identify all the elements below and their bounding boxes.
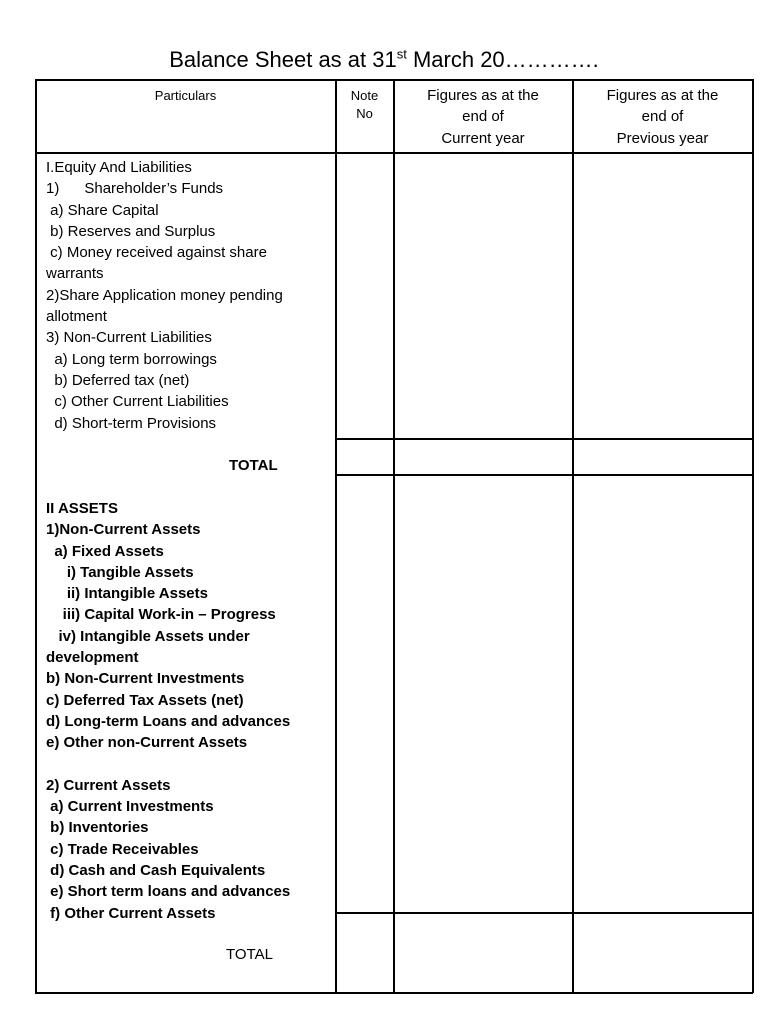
header-previous-year: Figures as at the end of Previous year	[606, 87, 719, 147]
list-item: allotment	[46, 308, 107, 326]
list-item: 1) Shareholder’s Funds	[46, 180, 224, 198]
list-item: iii) Capital Work-in – Progress	[46, 606, 276, 624]
col-divider-current	[393, 79, 395, 993]
total-1-bottom-line	[335, 474, 753, 476]
list-item: d) Long-term Loans and advances	[46, 712, 291, 730]
list-item: b) Inventories	[46, 819, 149, 837]
list-item	[46, 754, 290, 775]
total-1-label: TOTAL	[229, 457, 278, 474]
table-border-right	[752, 79, 754, 993]
list-item: warrants	[46, 265, 104, 283]
list-item: II ASSETS	[46, 500, 118, 517]
list-item: 2) Current Assets	[46, 776, 171, 794]
list-item: iv) Intangible Assets under	[46, 627, 250, 645]
title-superscript: st	[396, 46, 407, 62]
list-item: i) Tangible Assets	[46, 563, 194, 581]
list-item: c) Other Current Liabilities	[46, 393, 229, 411]
total-1-top-line	[335, 438, 753, 440]
list-item: a) Share Capital	[46, 201, 159, 219]
total-2-top-line	[335, 912, 753, 914]
list-item: d) Short-term Provisions	[46, 414, 217, 432]
table-border-left	[35, 79, 37, 993]
list-item: c) Trade Receivables	[46, 840, 199, 858]
list-item: a) Long term borrowings	[46, 350, 217, 368]
list-item: b) Non-Current Investments	[46, 670, 245, 688]
list-item: I.Equity And Liabilities	[46, 159, 192, 176]
list-item: a) Current Investments	[46, 798, 214, 816]
total-2-label: TOTAL	[226, 946, 273, 963]
list-item: a) Fixed Assets	[46, 542, 164, 560]
list-item: f) Other Current Assets	[46, 904, 216, 922]
col-divider-previous	[572, 79, 574, 993]
header-particulars: Particulars	[154, 88, 217, 103]
list-item: e) Short term loans and advances	[46, 883, 291, 901]
list-item: e) Other non-Current Assets	[46, 734, 248, 752]
header-note-no: Note No	[350, 88, 379, 121]
list-item: 1)Non-Current Assets	[46, 521, 201, 539]
assets-list	[46, 498, 290, 924]
equity-liabilities-list	[46, 157, 283, 434]
list-item: b) Reserves and Surplus	[46, 222, 216, 240]
col-divider-note	[335, 79, 337, 993]
list-item: c) Deferred Tax Assets (net)	[46, 691, 244, 709]
page-title: Balance Sheet as at 31st March 20………….	[169, 46, 599, 72]
header-current-year: Figures as at the end of Current year	[427, 87, 539, 147]
list-item: 2)Share Application money pending	[46, 286, 283, 304]
list-item: ii) Intangible Assets	[46, 585, 208, 603]
list-item: b) Deferred tax (net)	[46, 371, 190, 389]
list-item: c) Money received against share	[46, 244, 267, 262]
list-item: d) Cash and Cash Equivalents	[46, 862, 266, 880]
list-item: development	[46, 649, 139, 667]
list-item: 3) Non-Current Liabilities	[46, 329, 212, 347]
